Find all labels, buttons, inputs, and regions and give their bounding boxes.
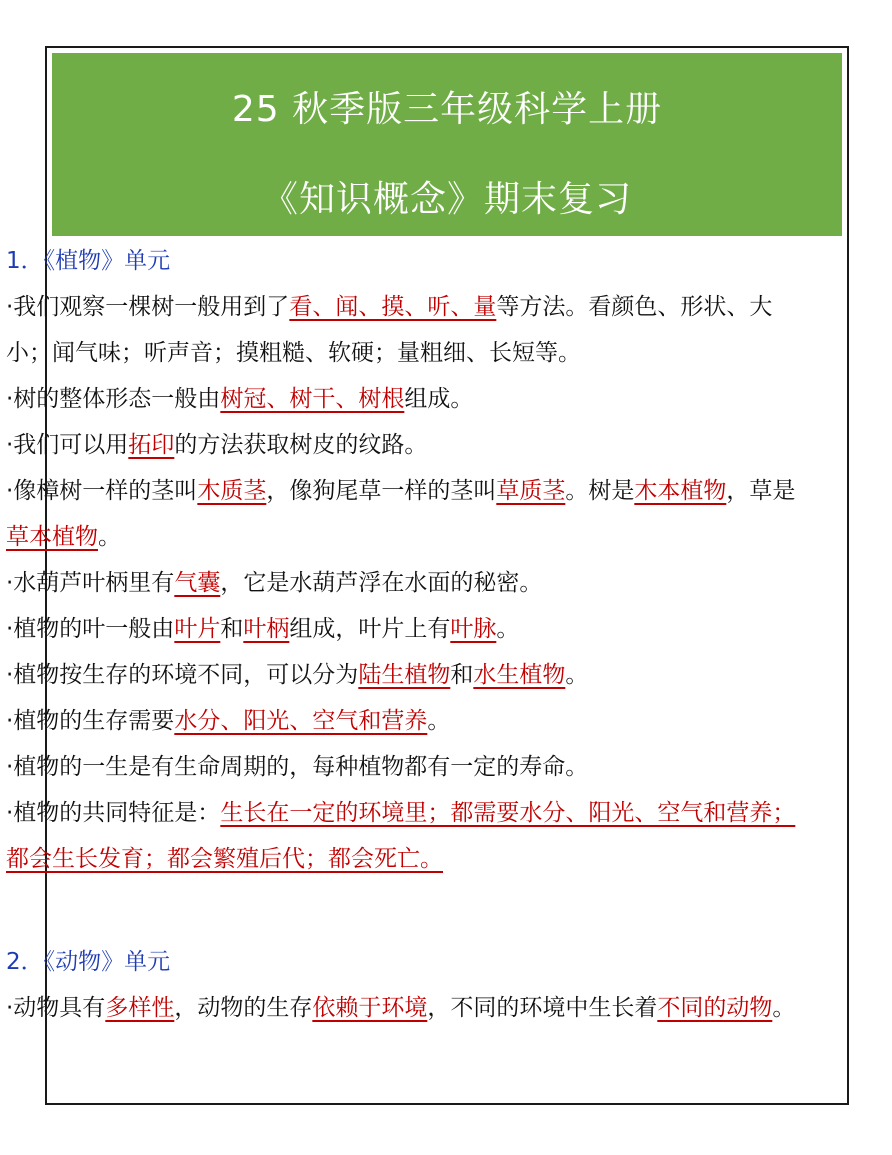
answer-blank: 多样性: [105, 995, 175, 1021]
title-banner: [52, 53, 842, 236]
answer-blank: 叶片: [174, 616, 221, 642]
section-gap: [6, 882, 800, 939]
answer-blank: 气囊: [174, 570, 221, 596]
answer-blank: 草质茎: [496, 478, 566, 504]
answer-blank: 看、闻、摸、听、量: [289, 294, 497, 320]
text: ，不同的环境中生长着: [427, 995, 658, 1021]
text: 等方法。看颜色、形状、大小；闻气味；听声音；摸粗糙、软硬；量粗细、长短等。: [6, 294, 773, 366]
text: 和: [450, 662, 474, 688]
paragraph: [6, 790, 800, 882]
answer-blank: 拓印: [128, 432, 175, 458]
answer-blank: 叶脉: [450, 616, 497, 642]
paragraph: [6, 376, 800, 422]
section-heading-plants: 1．《植物》单元: [6, 248, 171, 274]
text: ·植物的共同特征是：: [6, 800, 221, 826]
paragraph: [6, 985, 800, 1031]
text: ·像樟树一样的茎叫: [6, 478, 198, 504]
answer-blank: 水分、阳光、空气和营养: [174, 708, 428, 734]
section-heading-animals: 2．《动物》单元: [6, 949, 171, 975]
title-line-2: 《知识概念》期末复习: [261, 179, 632, 220]
text: ·植物的一生是有生命周期的，每种植物都有一定的寿命。: [6, 754, 589, 780]
answer-blank: 水生植物: [473, 662, 566, 688]
text: 。: [772, 995, 796, 1021]
text: ，草是: [726, 478, 796, 504]
paragraph: [6, 606, 800, 652]
answer-blank: 树冠、树干、树根: [220, 386, 405, 412]
paragraph: [6, 652, 800, 698]
text: 和: [220, 616, 244, 642]
answer-blank: 依赖于环境: [312, 995, 428, 1021]
text: ，动物的生存: [174, 995, 313, 1021]
text: ·树的整体形态一般由: [6, 386, 221, 412]
answer-blank: 陆生植物: [358, 662, 451, 688]
answer-blank: 木本植物: [634, 478, 727, 504]
text: 组成。: [404, 386, 474, 412]
text: 的方法获取树皮的纹路。: [174, 432, 428, 458]
text: ·我们观察一棵树一般用到了: [6, 294, 290, 320]
text: 。: [565, 662, 589, 688]
text: ·植物按生存的环境不同，可以分为: [6, 662, 359, 688]
paragraph: [6, 422, 800, 468]
text: ·动物具有: [6, 995, 106, 1021]
answer-blank: 叶柄: [243, 616, 290, 642]
text: ·我们可以用: [6, 432, 129, 458]
paragraph: [6, 698, 800, 744]
answer-blank: 草本植物: [6, 524, 98, 550]
content: [6, 238, 800, 1031]
title-line-1: 25 秋季版三年级科学上册: [231, 89, 663, 130]
paragraph: [6, 284, 800, 376]
text: 。: [98, 524, 121, 550]
answer-blank: 不同的动物: [657, 995, 773, 1021]
answer-blank: 生长在一定的环境里；都需要水分、阳光、空气和营养；都会生长发育；都会繁殖后代；都会死亡。: [6, 800, 796, 872]
text: ，它是水葫芦浮在水面的秘密。: [220, 570, 543, 596]
text: 。树是: [565, 478, 635, 504]
text: ·植物的叶一般由: [6, 616, 175, 642]
paragraph: [6, 560, 800, 606]
paragraph: [6, 744, 800, 790]
text: ·植物的生存需要: [6, 708, 175, 734]
paragraph: [6, 468, 800, 560]
text: 。: [496, 616, 520, 642]
text: 。: [427, 708, 451, 734]
text: 组成，叶片上有: [289, 616, 451, 642]
text: ·水葫芦叶柄里有: [6, 570, 175, 596]
text: ，像狗尾草一样的茎叫: [266, 478, 497, 504]
answer-blank: 木质茎: [197, 478, 267, 504]
